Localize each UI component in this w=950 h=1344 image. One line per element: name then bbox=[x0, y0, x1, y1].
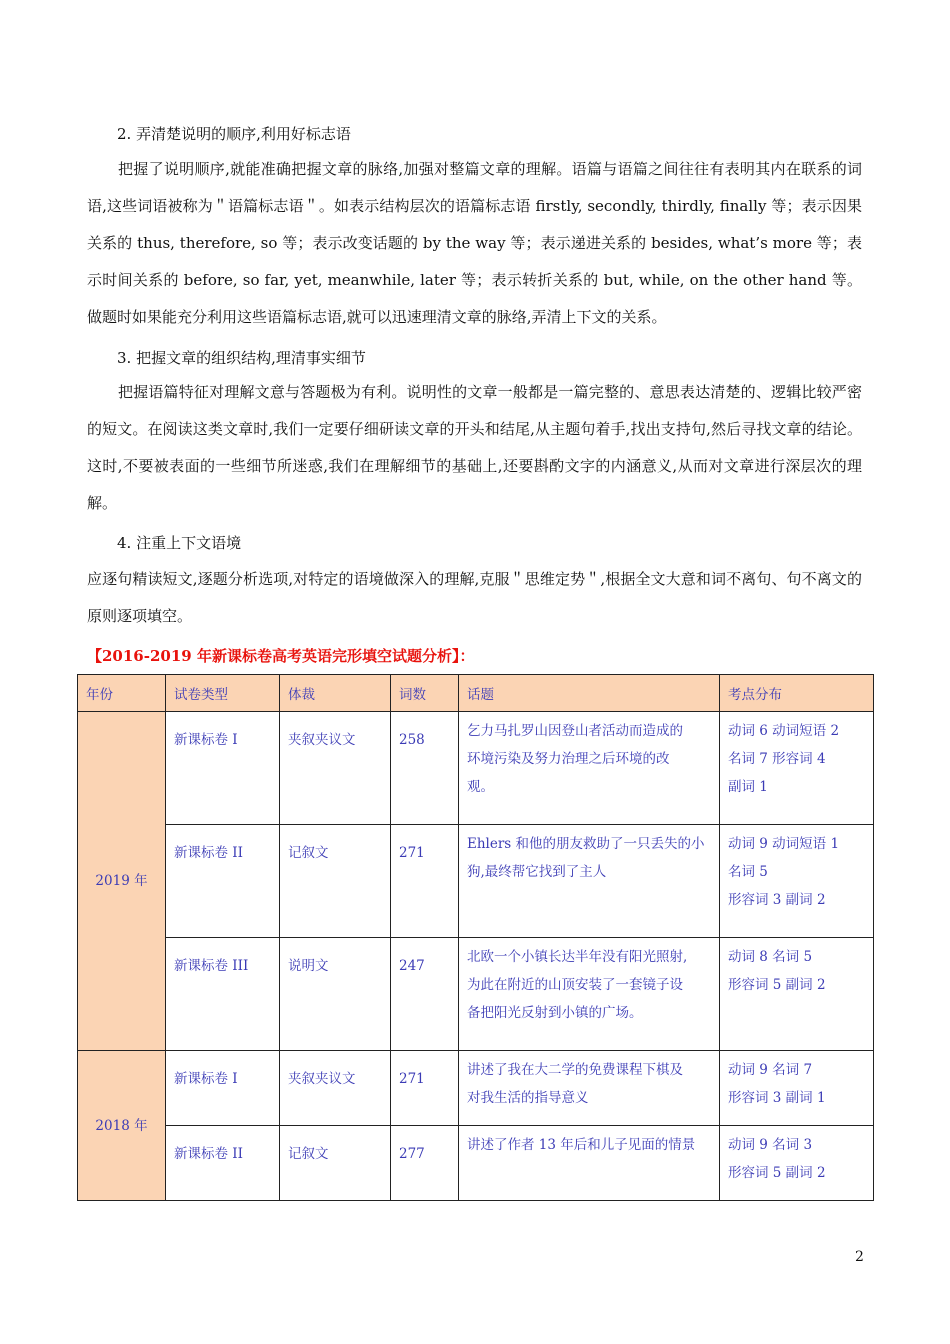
genre-cell: 说明文 bbox=[280, 938, 391, 1051]
paper-cell: 新课标卷 II bbox=[166, 825, 280, 938]
topic-line: 讲述了作者 13 年后和儿子见面的情景 bbox=[467, 1137, 696, 1153]
points-line: 动词 9 名词 7 bbox=[728, 1062, 813, 1078]
points-cell bbox=[720, 825, 874, 938]
table-row bbox=[78, 712, 874, 825]
points-cell bbox=[720, 1126, 874, 1201]
points-line: 动词 6 动词短语 2 bbox=[728, 723, 840, 739]
genre-cell: 夹叙夹议文 bbox=[280, 712, 391, 825]
points-line: 形容词 3 副词 1 bbox=[728, 1090, 826, 1106]
table-row bbox=[78, 1051, 874, 1126]
page-number: 2 bbox=[855, 1249, 864, 1265]
section-3-body: 把握语篇特征对理解文意与答题极为有利。说明性的文章一般都是一篇完整的、意思表达清楚的、逻辑比较严密的短文。在阅读这类文章时,我们一定要仔细研读文章的开头和结尾,从主题句着手,找出支持句,然后寻找文章的结论。这时,不要被表面的一些细节所迷惑,我们在理解细节的基础上,还要斟酌文字的内涵意义,从而对文章进行深层次的理解。 bbox=[87, 383, 862, 512]
topic-line: 观。 bbox=[467, 779, 494, 795]
topic-line: 狗,最终帮它找到了主人 bbox=[467, 864, 607, 880]
section-4-heading: 4. 注重上下文语境 bbox=[117, 534, 242, 552]
words-cell: 258 bbox=[391, 712, 459, 825]
points-cell bbox=[720, 712, 874, 825]
genre-cell: 记叙文 bbox=[280, 825, 391, 938]
table-header-row bbox=[78, 675, 874, 712]
topic-line: 北欧一个小镇长达半年没有阳光照射, bbox=[467, 949, 688, 965]
table-row bbox=[78, 1126, 874, 1201]
paper-cell: 新课标卷 III bbox=[166, 938, 280, 1051]
words-cell: 271 bbox=[391, 1051, 459, 1126]
header-year: 年份 bbox=[78, 675, 166, 712]
topic-line: 讲述了我在大二学的免费课程下棋及 bbox=[467, 1062, 683, 1078]
topic-cell bbox=[459, 938, 720, 1051]
points-cell bbox=[720, 938, 874, 1051]
section-3-heading: 3. 把握文章的组织结构,理清事实细节 bbox=[117, 349, 366, 367]
points-line: 名词 5 bbox=[728, 864, 768, 880]
points-cell bbox=[720, 1051, 874, 1126]
points-line: 动词 9 动词短语 1 bbox=[728, 836, 840, 852]
topic-line: 环境污染及努力治理之后环境的改 bbox=[467, 751, 670, 767]
points-line: 名词 7 形容词 4 bbox=[728, 751, 826, 767]
points-line: 形容词 3 副词 2 bbox=[728, 892, 826, 908]
points-line: 动词 9 名词 3 bbox=[728, 1137, 813, 1153]
paper-cell: 新课标卷 I bbox=[166, 1051, 280, 1126]
header-genre: 体裁 bbox=[280, 675, 391, 712]
topic-cell bbox=[459, 825, 720, 938]
words-cell: 271 bbox=[391, 825, 459, 938]
section-2-heading: 2. 弄清楚说明的顺序,利用好标志语 bbox=[117, 125, 351, 143]
header-word-count: 词数 bbox=[391, 675, 459, 712]
genre-cell: 夹叙夹议文 bbox=[280, 1051, 391, 1126]
topic-line: 乞力马扎罗山因登山者活动而造成的 bbox=[467, 723, 683, 739]
exam-analysis-table bbox=[77, 674, 874, 1201]
topic-line: 为此在附近的山顶安装了一套镜子设 bbox=[467, 977, 683, 993]
header-paper-type: 试卷类型 bbox=[166, 675, 280, 712]
words-cell: 277 bbox=[391, 1126, 459, 1201]
topic-line: 对我生活的指导意义 bbox=[467, 1090, 589, 1106]
table-row bbox=[78, 825, 874, 938]
topic-cell bbox=[459, 1126, 720, 1201]
points-line: 形容词 5 副词 2 bbox=[728, 1165, 826, 1181]
topic-cell bbox=[459, 712, 720, 825]
section-2-body: 把握了说明顺序,就能准确把握文章的脉络,加强对整篇文章的理解。语篇与语篇之间往往有表明其内在联系的词语,这些词语被称为＂语篇标志语＂。如表示结构层次的语篇标志语 firstly, secondly, thirdly, finally 等；表示因果关系的 thus, therefore, so 等；表示改变话题的 by the way 等；表示递进关系的 besides, what’s more 等；表示时间关系的 before, so far, yet, meanwhile, later 等；表示转折关系的 but, while, on the other hand 等。做题时如果能充分利用这些语篇标志语,就可以迅速理清文章的脉络,弄清上下文的关系。 bbox=[87, 160, 862, 326]
words-cell: 247 bbox=[391, 938, 459, 1051]
points-line: 动词 8 名词 5 bbox=[728, 949, 813, 965]
points-line: 形容词 5 副词 2 bbox=[728, 977, 826, 993]
year-2019-cell: 2019 年 bbox=[78, 712, 166, 1051]
header-test-points: 考点分布 bbox=[720, 675, 874, 712]
topic-cell bbox=[459, 1051, 720, 1126]
section-4-body: 应逐句精读短文,逐题分析选项,对特定的语境做深入的理解,克服＂思维定势＂,根据全文大意和词不离句、句不离文的原则逐项填空。 bbox=[87, 570, 862, 625]
genre-cell: 记叙文 bbox=[280, 1126, 391, 1201]
table-title: 【2016-2019 年新课标卷高考英语完形填空试题分析】： bbox=[87, 647, 475, 665]
topic-line: Ehlers 和他的朋友救助了一只丢失的小 bbox=[467, 836, 705, 852]
points-line: 副词 1 bbox=[728, 779, 768, 795]
header-topic: 话题 bbox=[459, 675, 720, 712]
year-2018-cell: 2018 年 bbox=[78, 1051, 166, 1201]
paper-cell: 新课标卷 II bbox=[166, 1126, 280, 1201]
topic-line: 备把阳光反射到小镇的广场。 bbox=[467, 1005, 643, 1021]
table-row bbox=[78, 938, 874, 1051]
paper-cell: 新课标卷 I bbox=[166, 712, 280, 825]
